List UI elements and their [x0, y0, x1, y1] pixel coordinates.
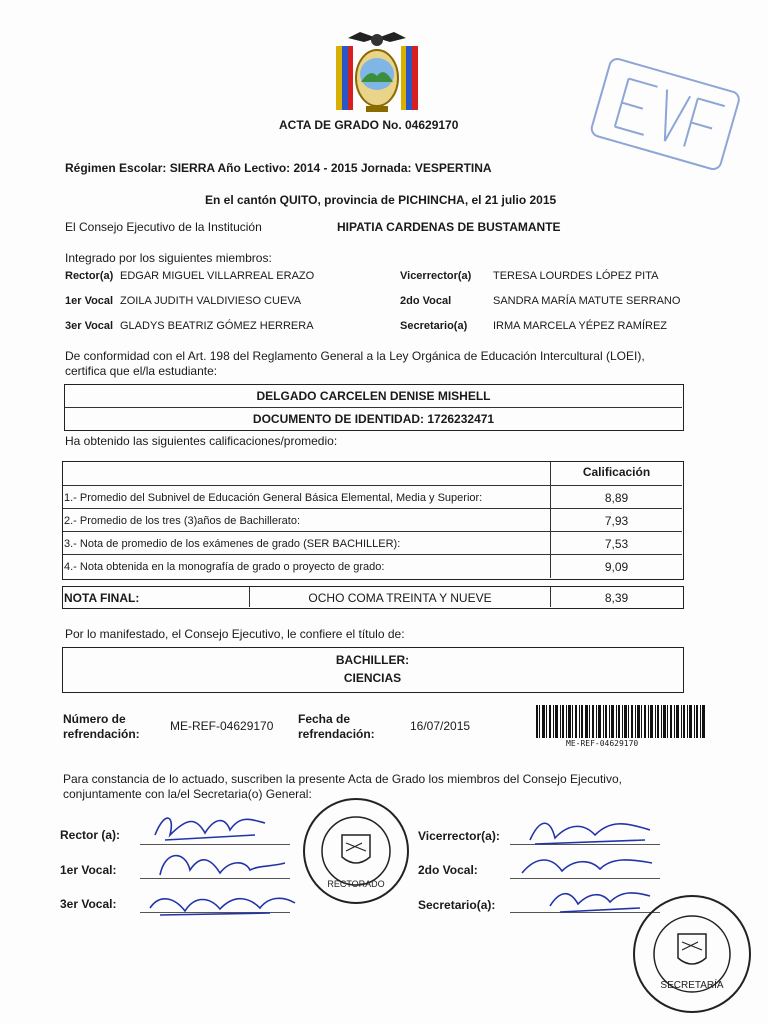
secretaria-seal-icon — [628, 890, 756, 1018]
rectorado-seal-icon — [300, 795, 412, 907]
signature-rector-icon — [145, 805, 275, 850]
grades-table — [62, 461, 684, 580]
conformidad-line2: certifica que el/la estudiante: — [65, 364, 218, 378]
ref-date-label-2: refrendación: — [298, 727, 375, 741]
degree-box — [62, 647, 684, 693]
rector-label: Rector(a) — [65, 270, 114, 282]
grades-header: Calificación — [582, 465, 651, 479]
barcode-icon — [536, 705, 706, 738]
vicerrector-label: Vicerrector(a) — [400, 270, 472, 282]
lugar-fecha: En el cantón QUITO, provincia de PICHINCHA, el 21 julio 2015 — [205, 193, 557, 207]
notary-stamp-icon — [580, 50, 750, 180]
miembros-intro: Integrado por los siguientes miembros: — [65, 251, 272, 265]
titulo-intro: Por lo manifestado, el Consejo Ejecutivo, le confiere el título de: — [65, 627, 405, 641]
sig-vocal1-label: 1er Vocal: — [60, 863, 117, 877]
ref-date-label-1: Fecha de — [298, 712, 351, 726]
regimen-escolar: Régimen Escolar: SIERRA Año Lectivo: 2014 - 2015 Jornada: VESPERTINA — [65, 161, 492, 175]
degree-line2: CIENCIAS — [343, 671, 402, 685]
vocal2-label: 2do Vocal — [400, 295, 452, 307]
sig-rector-label: Rector (a): — [60, 828, 121, 842]
final-grade-words: OCHO COMA TREINTA Y NUEVE — [308, 591, 492, 605]
table-row: 1.- Promedio del Subnivel de Educación General Básica Elemental, Media y Superior: — [64, 492, 483, 504]
grade-value: 7,93 — [604, 514, 629, 528]
ref-number-label-2: refrendación: — [63, 727, 140, 741]
secretario-nombre: IRMA MARCELA YÉPEZ RAMÍREZ — [493, 320, 668, 332]
rector-nombre: EDGAR MIGUEL VILLARREAL ERAZO — [120, 270, 315, 282]
student-document: DOCUMENTO DE IDENTIDAD: 1726232471 — [252, 412, 495, 426]
signature-vocal1-icon — [150, 845, 290, 885]
grade-value: 8,89 — [604, 491, 629, 505]
vicerrector-nombre: TERESA LOURDES LÓPEZ PITA — [493, 270, 659, 282]
degree-line1: BACHILLER: — [335, 653, 410, 667]
ref-number-label-1: Número de — [63, 712, 126, 726]
conformidad-line1: De conformidad con el Art. 198 del Reglamento General a la Ley Orgánica de Educación Intercultural (LOEI), — [65, 349, 645, 363]
grade-value: 7,53 — [604, 537, 629, 551]
table-row: 4.- Nota obtenida en la monografía de grado o proyecto de grado: — [64, 561, 385, 573]
student-name: DELGADO CARCELEN DENISE MISHELL — [256, 389, 491, 403]
secretaria-seal-text: SECRETARÍA — [660, 980, 724, 991]
rectorado-seal-text: RECTORADO — [327, 879, 385, 889]
institucion-nombre: HIPATIA CARDENAS DE BUSTAMANTE — [337, 220, 561, 234]
vocal1-nombre: ZOILA JUDITH VALDIVIESO CUEVA — [120, 295, 302, 307]
student-box — [64, 384, 684, 431]
table-row: 3.- Nota de promedio de los exámenes de grado (SER BACHILLER): — [64, 538, 401, 550]
sig-vicerrector-label: Vicerrector(a): — [418, 829, 500, 843]
final-grade-row — [62, 586, 684, 609]
barcode-text: ME-REF-04629170 — [566, 739, 639, 748]
vocal2-nombre: SANDRA MARÍA MATUTE SERRANO — [493, 295, 681, 307]
final-grade-label: NOTA FINAL: — [64, 591, 140, 605]
vocal1-label: 1er Vocal — [65, 295, 114, 307]
coat-of-arms-icon — [330, 28, 424, 120]
constancia-line2: conjuntamente con la/el Secretaria(o) General: — [63, 787, 312, 801]
table-row: 2.- Promedio de los tres (3)años de Bachillerato: — [64, 515, 301, 527]
sig-secretario-label: Secretario(a): — [418, 898, 496, 912]
signature-vocal3-icon — [140, 883, 300, 923]
sig-vocal2-label: 2do Vocal: — [418, 863, 478, 877]
calificaciones-intro: Ha obtenido las siguientes calificaciones/promedio: — [65, 434, 338, 448]
vocal3-label: 3er Vocal — [65, 320, 114, 332]
institucion-label: El Consejo Ejecutivo de la Institución — [65, 220, 262, 234]
secretario-label: Secretario(a) — [400, 320, 468, 332]
page-title: ACTA DE GRADO No. 04629170 — [279, 118, 459, 132]
ref-date: 16/07/2015 — [410, 719, 471, 733]
signature-vicerrector-icon — [520, 810, 660, 850]
constancia-line1: Para constancia de lo actuado, suscriben la presente Acta de Grado los miembros del Consejo Ejecutivo, — [63, 772, 622, 786]
sig-vocal3-label: 3er Vocal: — [60, 897, 117, 911]
grade-value: 9,09 — [604, 560, 629, 574]
final-grade-value: 8,39 — [604, 591, 629, 605]
vocal3-nombre: GLADYS BEATRIZ GÓMEZ HERRERA — [120, 320, 314, 332]
ref-number: ME-REF-04629170 — [170, 719, 274, 733]
